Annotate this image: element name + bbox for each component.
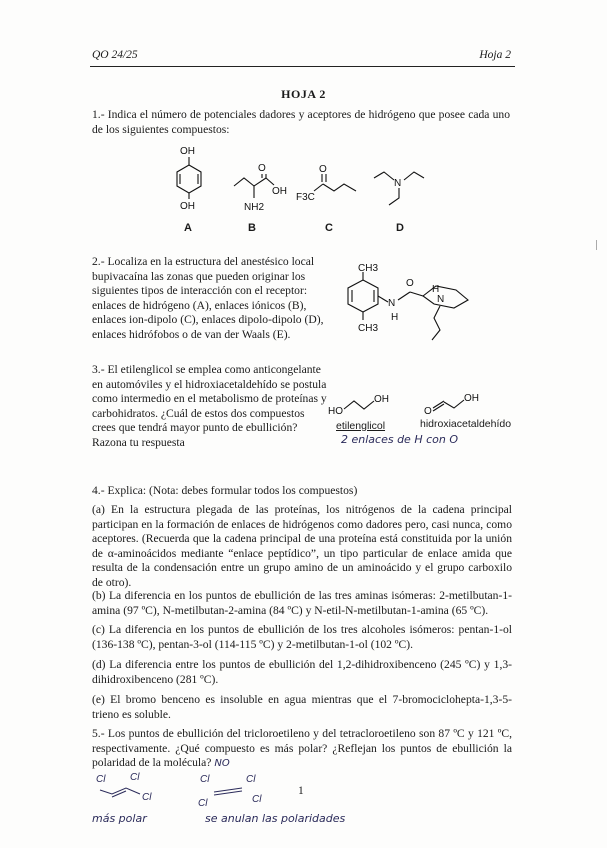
question-4-e: (e) El bromo benceno es insoluble en agua mientras que el 7-bromociclohepta-1,3-5-trieno es soluble. xyxy=(92,693,512,721)
bupivacaine-carbonyl-o: O xyxy=(406,278,414,289)
header-sheet: Hoja 2 xyxy=(479,49,511,61)
structure-b xyxy=(232,160,292,215)
label-d: D xyxy=(396,222,404,234)
sketch-left-cl-1: Cl xyxy=(96,774,106,785)
bupivacaine-ch3-bottom: CH3 xyxy=(358,323,379,334)
question-4-intro: 4.- Explica: (Nota: debes formular todos los compuestos) xyxy=(92,484,358,497)
question-4-d: (d) La diferencia entre los puntos de ebullición del 1,2-dihidroxibenceno (245 ºC) y 1,3-dihidroxibenceno (281 ºC). xyxy=(92,658,512,686)
ethylene-glycol-ho: HO xyxy=(328,406,343,417)
handwritten-note-q3: 2 enlaces de H con O xyxy=(341,433,458,446)
question-3-number: 3.- xyxy=(92,363,105,376)
structure-b-carbonyl-o: O xyxy=(258,163,266,174)
bupivacaine-ring-n: N xyxy=(437,294,445,305)
bupivacaine-amide-h: H xyxy=(391,312,399,323)
sketch-right-cl-2: Cl xyxy=(246,774,256,785)
ethylene-glycol-oh: OH xyxy=(374,394,389,405)
question-4-a: (a) En la estructura plegada de las proteínas, los nitrógenos de la cadena principal participan en la formación de enlaces de hidrógenos como dadores pero, casi nunca, como aceptores. (Recuerda que la cadena principal de una proteína está constituida por la unión de α-aminoácidos mediante “enlace peptídico”, un tipo particular de enlace amida que resulta de la condensación entre un grupo amino de un aminoácido y el grupo carboxilo de otro). xyxy=(92,503,512,589)
handwritten-answer-q5: NO xyxy=(214,758,230,770)
sketch-right-cl-3: Cl xyxy=(198,798,208,809)
structure-d-n: N xyxy=(394,178,402,189)
question-1 xyxy=(92,108,510,137)
sketch-right-cl-1: Cl xyxy=(200,774,210,785)
hydroxyacetaldehyde-oh: OH xyxy=(464,393,479,404)
sketch-left-caption: más polar xyxy=(92,812,147,825)
sketch-left-cl-2: Cl xyxy=(130,772,140,783)
question-2 xyxy=(92,255,327,343)
scan-margin-mark xyxy=(596,240,597,250)
question-2-text: Localiza en la estructura del anestésico local bupivacaína las zonas que pueden originar los siguientes tipos de interacción con el receptor: enlaces de hidrógeno (A), enlaces iónicos (B), enlaces ion-dipolo (C), enlaces dipolo-dipolo (D), enlaces hidrófobos o de van der Waals (E). xyxy=(92,255,324,341)
hydroxyacetaldehyde-o: O xyxy=(424,406,432,417)
ethylene-glycol-structure xyxy=(328,390,398,420)
question-2-number: 2.- xyxy=(92,255,105,268)
structure-c-f3c: F3C xyxy=(296,192,315,203)
page-title: HOJA 2 xyxy=(281,87,326,101)
bupivacaine-ring-h: H xyxy=(432,284,440,295)
hydroxyacetaldehyde-structure xyxy=(424,388,494,418)
bupivacaine-ch3-top: CH3 xyxy=(358,263,379,274)
bupivacaine-amide-n: N xyxy=(388,298,396,309)
structure-b-nh2: NH2 xyxy=(244,202,265,213)
question-3-text: El etilenglicol se emplea como anticongelante en automóviles y el hidroxiacetaldehído se postula como intermedio en el metabolismo de proteínas y carbohidratos. ¿Cuál de estos dos compuestos crees que tendrá mayor punto de ebullición? Razona tu respuesta xyxy=(92,363,327,449)
structure-a-top-oh: OH xyxy=(180,146,195,157)
question-5-number: 5.- xyxy=(92,727,105,740)
structure-b-oh: OH xyxy=(272,186,287,197)
compound-hidroxiacetaldehido: hidroxiacetaldehído xyxy=(420,418,512,430)
question-4-b: (b) La diferencia en los puntos de ebullición de las tres aminas isómeras: 2-metilbutan-1-amina (97 ºC), N-metilbutan-2-amina (84 ºC) y N-etil-N-metilbutan-1-amina (65 ºC). xyxy=(92,589,512,617)
label-a: A xyxy=(184,222,192,234)
sketch-right-cl-4: Cl xyxy=(252,794,262,805)
sketch-right-caption: se anulan las polaridades xyxy=(205,812,346,825)
structure-c-carbonyl-o: O xyxy=(319,164,327,175)
sketch-trichloroethylene xyxy=(92,772,172,812)
structure-d xyxy=(372,168,432,213)
question-3 xyxy=(92,363,327,451)
question-1-number: 1.- xyxy=(92,108,105,121)
sketch-left-cl-3: Cl xyxy=(142,792,152,803)
question-4-c: (c) La diferencia en los puntos de ebullición de los tres alcoholes isómeros: pentan-1-ol (136-138 ºC), pentan-3-ol (114-115 ºC) y 2-metilbutan-1-ol (102 ºC). xyxy=(92,623,512,651)
page-number: 1 xyxy=(298,785,304,797)
header-course: QO 24/25 xyxy=(92,49,138,61)
header-rule xyxy=(90,66,515,67)
structure-c xyxy=(296,160,366,205)
question-5-text: Los puntos de ebullición del tricloroetileno y del tetracloroetileno son 87 ºC y 121 ºC, respectivamente. ¿Qué compuesto es más polar? ¿Reflejan los puntos de ebullición la polaridad de la molécula? xyxy=(92,727,512,770)
label-b: B xyxy=(248,222,256,234)
structure-a-bottom-oh: OH xyxy=(180,201,195,212)
question-1-text: Indica el número de potenciales dadores y aceptores de hidrógeno que posee cada uno de los siguientes compuestos: xyxy=(92,108,511,136)
question-5 xyxy=(92,727,512,772)
sketch-tetrachloroethylene xyxy=(196,772,276,812)
structure-a xyxy=(170,142,230,212)
bupivacaine-structure xyxy=(328,262,498,342)
label-c: C xyxy=(325,222,333,234)
compound-etilenglicol: etilenglicol xyxy=(336,420,386,432)
